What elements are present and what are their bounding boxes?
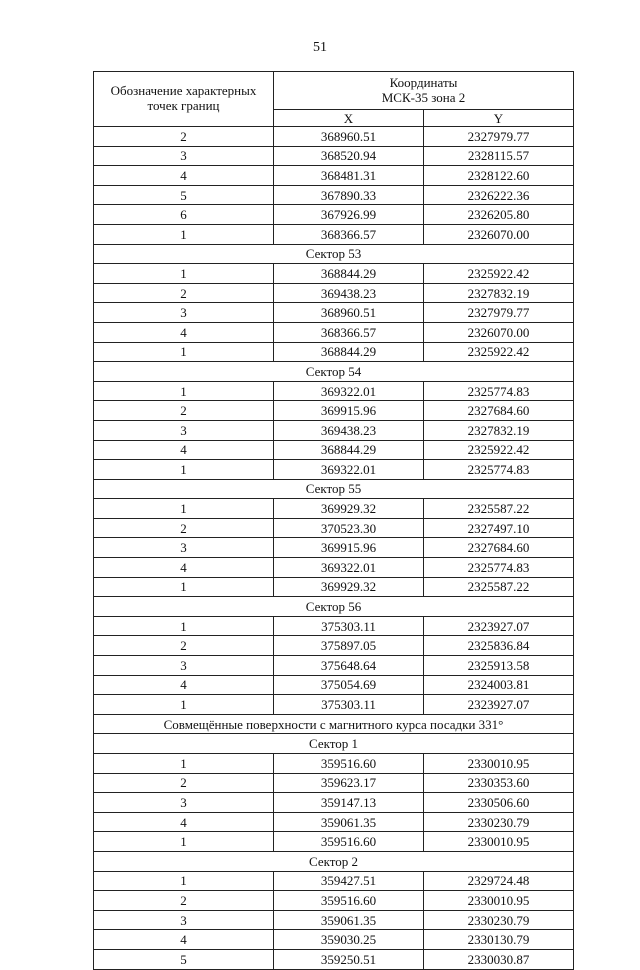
y-coordinate-cell: 2327684.60 bbox=[424, 538, 574, 558]
section-row bbox=[94, 851, 574, 871]
section-row bbox=[94, 244, 574, 264]
y-coordinate-cell: 2330130.79 bbox=[424, 930, 574, 950]
table-row bbox=[94, 401, 574, 421]
point-number-cell: 5 bbox=[94, 185, 274, 205]
coordinates-title: Координаты bbox=[389, 74, 458, 90]
y-coordinate-cell: 2330010.95 bbox=[424, 832, 574, 852]
y-coordinate-cell: 2330353.60 bbox=[424, 773, 574, 793]
point-number-cell: 1 bbox=[94, 616, 274, 636]
point-number-cell: 4 bbox=[94, 166, 274, 186]
x-coordinate-cell: 359061.35 bbox=[274, 910, 424, 930]
coordinates-table bbox=[93, 71, 574, 970]
table-row bbox=[94, 518, 574, 538]
y-coordinate-cell: 2324003.81 bbox=[424, 675, 574, 695]
table-row bbox=[94, 773, 574, 793]
table-row bbox=[94, 891, 574, 911]
table-row bbox=[94, 283, 574, 303]
table-row bbox=[94, 224, 574, 244]
y-coordinate-cell: 2325922.42 bbox=[424, 342, 574, 362]
section-row bbox=[94, 714, 574, 734]
y-coordinate-cell: 2325774.83 bbox=[424, 558, 574, 578]
x-coordinate-cell: 368366.57 bbox=[274, 224, 424, 244]
table-row bbox=[94, 460, 574, 480]
x-coordinate-cell: 368844.29 bbox=[274, 264, 424, 284]
points-column-header: Обозначение характерных точек границ bbox=[94, 72, 274, 127]
point-number-cell: 4 bbox=[94, 322, 274, 342]
x-coordinate-cell: 375648.64 bbox=[274, 656, 424, 676]
section-title: Совмещённые поверхности с магнитного курса посадки 331° bbox=[94, 714, 574, 734]
table-row bbox=[94, 656, 574, 676]
x-coordinate-cell: 359516.60 bbox=[274, 891, 424, 911]
y-coordinate-cell: 2330030.87 bbox=[424, 949, 574, 969]
x-coordinate-cell: 369438.23 bbox=[274, 420, 424, 440]
y-coordinate-cell: 2326070.00 bbox=[424, 322, 574, 342]
point-number-cell: 1 bbox=[94, 224, 274, 244]
x-coordinate-cell: 359427.51 bbox=[274, 871, 424, 891]
section-title: Сектор 55 bbox=[94, 479, 574, 499]
y-coordinate-cell: 2325774.83 bbox=[424, 460, 574, 480]
x-coordinate-cell: 359147.13 bbox=[274, 793, 424, 813]
point-number-cell: 1 bbox=[94, 754, 274, 774]
x-coordinate-cell: 367890.33 bbox=[274, 185, 424, 205]
table-row bbox=[94, 793, 574, 813]
y-coordinate-cell: 2330010.95 bbox=[424, 754, 574, 774]
point-number-cell: 4 bbox=[94, 675, 274, 695]
x-coordinate-cell: 359623.17 bbox=[274, 773, 424, 793]
point-number-cell: 3 bbox=[94, 656, 274, 676]
x-coordinate-cell: 369915.96 bbox=[274, 538, 424, 558]
y-coordinate-cell: 2323927.07 bbox=[424, 695, 574, 715]
y-coordinate-cell: 2330230.79 bbox=[424, 910, 574, 930]
table-row bbox=[94, 538, 574, 558]
y-coordinate-cell: 2327832.19 bbox=[424, 420, 574, 440]
table-row bbox=[94, 342, 574, 362]
table-row bbox=[94, 871, 574, 891]
y-coordinate-cell: 2325774.83 bbox=[424, 381, 574, 401]
point-number-cell: 4 bbox=[94, 812, 274, 832]
table-row bbox=[94, 440, 574, 460]
x-coordinate-cell: 375303.11 bbox=[274, 616, 424, 636]
y-coordinate-cell: 2325922.42 bbox=[424, 264, 574, 284]
point-number-cell: 1 bbox=[94, 499, 274, 519]
table-row bbox=[94, 205, 574, 225]
section-title: Сектор 1 bbox=[94, 734, 574, 754]
x-coordinate-cell: 369915.96 bbox=[274, 401, 424, 421]
point-number-cell: 2 bbox=[94, 401, 274, 421]
x-coordinate-cell: 368844.29 bbox=[274, 440, 424, 460]
table-row bbox=[94, 616, 574, 636]
table-row bbox=[94, 322, 574, 342]
y-coordinate-cell: 2325836.84 bbox=[424, 636, 574, 656]
x-coordinate-cell: 359030.25 bbox=[274, 930, 424, 950]
point-number-cell: 2 bbox=[94, 773, 274, 793]
table-row bbox=[94, 166, 574, 186]
table-row bbox=[94, 185, 574, 205]
table-row bbox=[94, 675, 574, 695]
section-title: Сектор 56 bbox=[94, 597, 574, 617]
point-number-cell: 4 bbox=[94, 930, 274, 950]
table-row bbox=[94, 832, 574, 852]
point-number-cell: 1 bbox=[94, 342, 274, 362]
y-coordinate-cell: 2328115.57 bbox=[424, 146, 574, 166]
x-column-header: X bbox=[274, 110, 424, 127]
y-coordinate-cell: 2326070.00 bbox=[424, 224, 574, 244]
x-coordinate-cell: 368366.57 bbox=[274, 322, 424, 342]
point-number-cell: 2 bbox=[94, 127, 274, 147]
y-column-header: Y bbox=[424, 110, 574, 127]
x-coordinate-cell: 368960.51 bbox=[274, 303, 424, 323]
y-coordinate-cell: 2325913.58 bbox=[424, 656, 574, 676]
table-row bbox=[94, 812, 574, 832]
table-row bbox=[94, 754, 574, 774]
section-title: Сектор 53 bbox=[94, 244, 574, 264]
table-row bbox=[94, 558, 574, 578]
point-number-cell: 3 bbox=[94, 910, 274, 930]
y-coordinate-cell: 2330506.60 bbox=[424, 793, 574, 813]
section-row bbox=[94, 597, 574, 617]
table-row bbox=[94, 577, 574, 597]
y-coordinate-cell: 2330230.79 bbox=[424, 812, 574, 832]
point-number-cell: 3 bbox=[94, 146, 274, 166]
point-number-cell: 1 bbox=[94, 832, 274, 852]
table-row bbox=[94, 636, 574, 656]
point-number-cell: 2 bbox=[94, 283, 274, 303]
point-number-cell: 1 bbox=[94, 577, 274, 597]
point-number-cell: 6 bbox=[94, 205, 274, 225]
y-coordinate-cell: 2329724.48 bbox=[424, 871, 574, 891]
x-coordinate-cell: 369322.01 bbox=[274, 381, 424, 401]
table-row bbox=[94, 930, 574, 950]
x-coordinate-cell: 375054.69 bbox=[274, 675, 424, 695]
point-number-cell: 3 bbox=[94, 793, 274, 813]
section-row bbox=[94, 734, 574, 754]
x-coordinate-cell: 368844.29 bbox=[274, 342, 424, 362]
y-coordinate-cell: 2327979.77 bbox=[424, 127, 574, 147]
x-coordinate-cell: 367926.99 bbox=[274, 205, 424, 225]
point-number-cell: 2 bbox=[94, 518, 274, 538]
y-coordinate-cell: 2325587.22 bbox=[424, 499, 574, 519]
x-coordinate-cell: 369322.01 bbox=[274, 460, 424, 480]
table-row bbox=[94, 381, 574, 401]
y-coordinate-cell: 2328122.60 bbox=[424, 166, 574, 186]
x-coordinate-cell: 359250.51 bbox=[274, 949, 424, 969]
table-row bbox=[94, 127, 574, 147]
section-row bbox=[94, 362, 574, 382]
table-row bbox=[94, 910, 574, 930]
page-number: 51 bbox=[313, 40, 327, 55]
x-coordinate-cell: 359061.35 bbox=[274, 812, 424, 832]
table-row bbox=[94, 499, 574, 519]
table-row bbox=[94, 264, 574, 284]
point-number-cell: 1 bbox=[94, 460, 274, 480]
y-coordinate-cell: 2323927.07 bbox=[424, 616, 574, 636]
section-row bbox=[94, 479, 574, 499]
y-coordinate-cell: 2325587.22 bbox=[424, 577, 574, 597]
table-row bbox=[94, 303, 574, 323]
x-coordinate-cell: 375897.05 bbox=[274, 636, 424, 656]
y-coordinate-cell: 2327684.60 bbox=[424, 401, 574, 421]
y-coordinate-cell: 2327979.77 bbox=[424, 303, 574, 323]
y-coordinate-cell: 2327832.19 bbox=[424, 283, 574, 303]
table-row bbox=[94, 949, 574, 969]
x-coordinate-cell: 375303.11 bbox=[274, 695, 424, 715]
y-coordinate-cell: 2327497.10 bbox=[424, 518, 574, 538]
point-number-cell: 2 bbox=[94, 636, 274, 656]
point-number-cell: 3 bbox=[94, 303, 274, 323]
table-row bbox=[94, 695, 574, 715]
table-row bbox=[94, 420, 574, 440]
x-coordinate-cell: 369929.32 bbox=[274, 499, 424, 519]
point-number-cell: 1 bbox=[94, 871, 274, 891]
section-title: Сектор 2 bbox=[94, 851, 574, 871]
point-number-cell: 4 bbox=[94, 440, 274, 460]
x-coordinate-cell: 359516.60 bbox=[274, 754, 424, 774]
section-title: Сектор 54 bbox=[94, 362, 574, 382]
coordinate-system: МСК-35 зона 2 bbox=[381, 89, 466, 105]
x-coordinate-cell: 359516.60 bbox=[274, 832, 424, 852]
x-coordinate-cell: 368520.94 bbox=[274, 146, 424, 166]
point-number-cell: 2 bbox=[94, 891, 274, 911]
point-number-cell: 5 bbox=[94, 949, 274, 969]
point-number-cell: 1 bbox=[94, 695, 274, 715]
point-number-cell: 3 bbox=[94, 420, 274, 440]
point-number-cell: 3 bbox=[94, 538, 274, 558]
table-row bbox=[94, 146, 574, 166]
y-coordinate-cell: 2326205.80 bbox=[424, 205, 574, 225]
x-coordinate-cell: 369438.23 bbox=[274, 283, 424, 303]
x-coordinate-cell: 368960.51 bbox=[274, 127, 424, 147]
y-coordinate-cell: 2330010.95 bbox=[424, 891, 574, 911]
coordinates-header bbox=[274, 72, 574, 110]
x-coordinate-cell: 370523.30 bbox=[274, 518, 424, 538]
y-coordinate-cell: 2326222.36 bbox=[424, 185, 574, 205]
y-coordinate-cell: 2325922.42 bbox=[424, 440, 574, 460]
x-coordinate-cell: 369322.01 bbox=[274, 558, 424, 578]
point-number-cell: 1 bbox=[94, 264, 274, 284]
x-coordinate-cell: 368481.31 bbox=[274, 166, 424, 186]
table-body bbox=[94, 127, 574, 970]
x-coordinate-cell: 369929.32 bbox=[274, 577, 424, 597]
table-header-row bbox=[94, 72, 574, 110]
point-number-cell: 4 bbox=[94, 558, 274, 578]
point-number-cell: 1 bbox=[94, 381, 274, 401]
